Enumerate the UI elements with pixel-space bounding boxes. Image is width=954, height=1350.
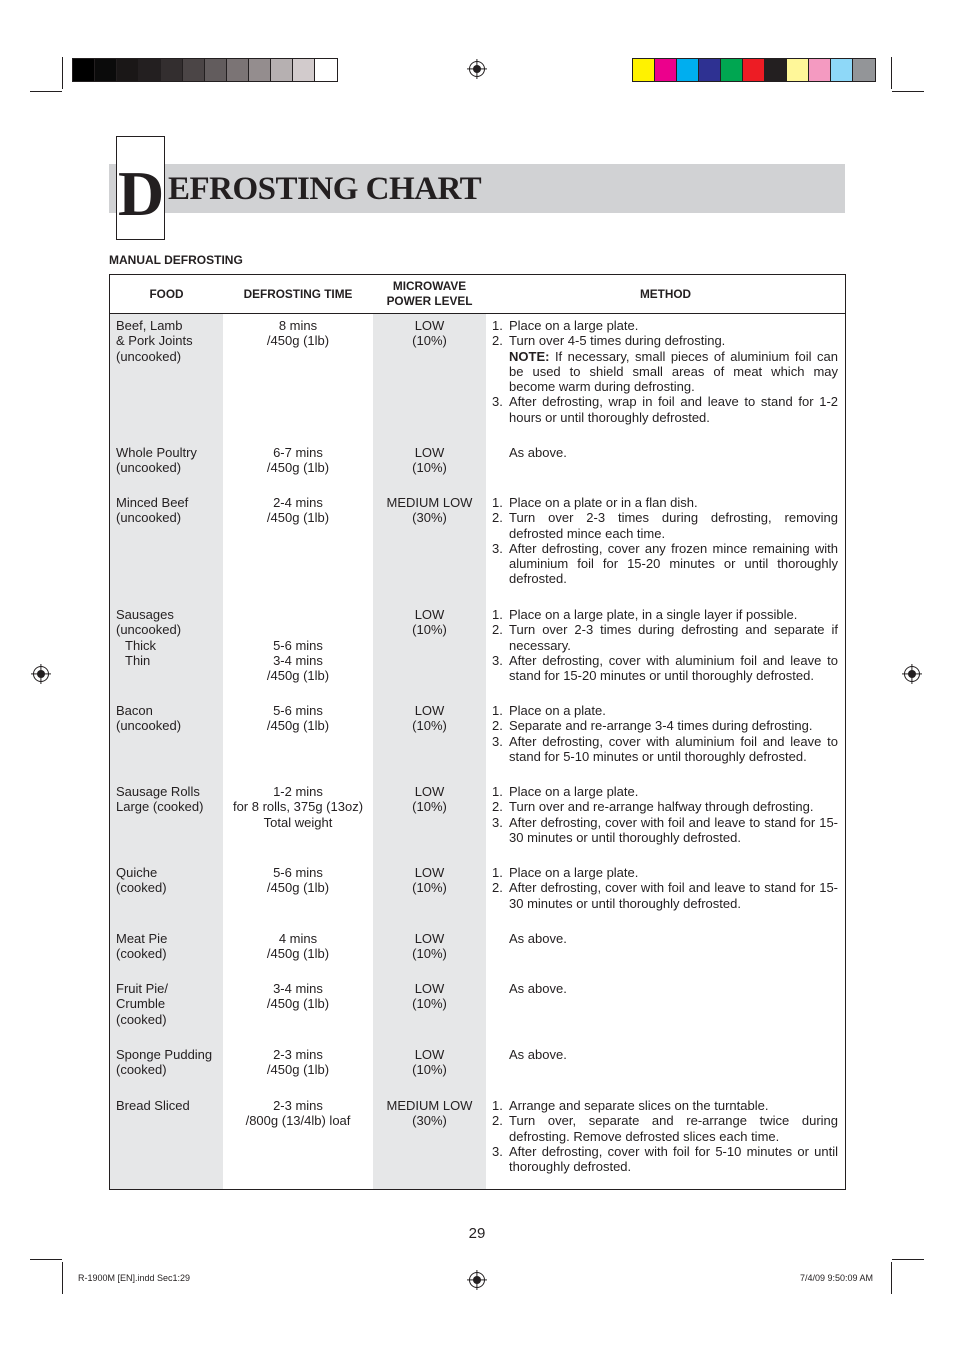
method-step bbox=[492, 607, 838, 622]
color-swatch bbox=[699, 59, 721, 81]
food-cell bbox=[116, 981, 220, 1027]
food-line: (uncooked) bbox=[116, 622, 182, 638]
time-line: for 8 rolls, 375g (13oz) bbox=[232, 799, 364, 815]
color-swatch bbox=[73, 59, 95, 81]
power-line: LOW bbox=[414, 981, 445, 996]
method-step bbox=[492, 880, 838, 911]
time-line: Total weight bbox=[263, 814, 333, 830]
power-line: LOW bbox=[414, 703, 445, 718]
method-text: Turn over and re-arrange halfway through defrosting. bbox=[509, 799, 814, 815]
method-cell bbox=[492, 703, 838, 764]
step-number: 2. bbox=[492, 718, 503, 734]
method-cell bbox=[492, 865, 838, 911]
crop-mark bbox=[62, 1262, 63, 1294]
method-step bbox=[492, 349, 838, 395]
step-number: 3. bbox=[492, 540, 503, 556]
color-calibration-bar bbox=[632, 58, 876, 82]
food-line: (cooked) bbox=[116, 1011, 167, 1027]
step-number: 2. bbox=[492, 333, 503, 349]
header-method: METHOD bbox=[639, 286, 692, 301]
method-cell bbox=[492, 784, 838, 845]
power-line: LOW bbox=[414, 931, 445, 946]
power-line: (10%) bbox=[412, 460, 447, 476]
registration-mark-icon bbox=[33, 666, 49, 682]
time-line: /450g (1lb) bbox=[266, 460, 330, 476]
method-text: Place on a large plate. bbox=[509, 784, 639, 799]
food-cell bbox=[116, 495, 220, 526]
food-cell bbox=[116, 607, 220, 668]
food-line: Quiche bbox=[116, 865, 158, 880]
color-swatch bbox=[271, 59, 293, 81]
method-text: Place on a large plate, in a single layer if possible. bbox=[509, 607, 798, 622]
power-line: MEDIUM LOW bbox=[386, 1098, 473, 1113]
method-step bbox=[492, 784, 838, 799]
time-line: /450g (1lb) bbox=[266, 510, 330, 526]
method-text-body: As above. bbox=[509, 931, 567, 946]
method-text bbox=[492, 445, 838, 460]
color-swatch bbox=[677, 59, 699, 81]
method-text: After defrosting, wrap in foil and leave to stand for 1-2 hours or until thoroughly defrosted. bbox=[509, 394, 838, 425]
power-line: (10%) bbox=[412, 946, 447, 962]
crop-mark bbox=[891, 1262, 892, 1294]
power-line: (10%) bbox=[412, 1062, 447, 1078]
food-cell bbox=[116, 784, 220, 815]
power-line: (10%) bbox=[412, 333, 447, 349]
method-step bbox=[492, 981, 838, 996]
color-swatch bbox=[765, 59, 787, 81]
food-cell bbox=[116, 931, 220, 962]
method-step bbox=[492, 318, 838, 333]
time-cell bbox=[223, 981, 373, 1012]
color-swatch bbox=[227, 59, 249, 81]
power-line: (10%) bbox=[412, 996, 447, 1012]
power-line: (10%) bbox=[412, 718, 447, 734]
food-line: Crumble bbox=[116, 996, 166, 1012]
method-step bbox=[492, 718, 838, 733]
power-cell bbox=[373, 703, 486, 734]
time-line: 5-6 mins bbox=[273, 703, 323, 718]
power-line: (30%) bbox=[412, 1113, 447, 1129]
food-line: (uncooked) bbox=[116, 348, 182, 364]
food-cell bbox=[116, 318, 220, 364]
food-cell bbox=[116, 865, 220, 896]
time-line: 4 mins bbox=[278, 931, 318, 946]
time-cell bbox=[223, 784, 373, 830]
method-step bbox=[492, 394, 838, 425]
time-line: 6-7 mins bbox=[273, 445, 323, 460]
power-line: LOW bbox=[414, 318, 445, 333]
step-number: 3. bbox=[492, 652, 503, 668]
food-line: Fruit Pie/ bbox=[116, 981, 169, 996]
step-number: 3. bbox=[492, 814, 503, 830]
power-cell bbox=[373, 784, 486, 815]
power-line: LOW bbox=[414, 1047, 445, 1062]
time-line: /450g (1lb) bbox=[266, 718, 330, 734]
color-swatch bbox=[831, 59, 853, 81]
food-line: Beef, Lamb bbox=[116, 318, 183, 333]
food-cell bbox=[116, 1047, 220, 1078]
step-number: 1. bbox=[492, 318, 503, 333]
method-text: Turn over, separate and re-arrange twice during defrosting. Remove defrosted slices each time. bbox=[509, 1113, 838, 1144]
method-step bbox=[492, 445, 838, 460]
food-cell bbox=[116, 445, 220, 476]
power-cell bbox=[373, 445, 486, 476]
power-line: (10%) bbox=[412, 880, 447, 896]
step-number: 2. bbox=[492, 799, 503, 815]
method-cell bbox=[492, 981, 838, 996]
power-line: MEDIUM LOW bbox=[386, 495, 473, 510]
color-swatch bbox=[655, 59, 677, 81]
method-text: After defrosting, cover any frozen mince remaining with aluminium foil for 15-20 minutes or until thoroughly defrosted. bbox=[509, 540, 838, 587]
food-line: (uncooked) bbox=[116, 460, 182, 476]
time-line: 1-2 mins bbox=[273, 784, 323, 799]
time-line: 3-4 mins bbox=[273, 652, 323, 668]
food-cell bbox=[116, 703, 220, 734]
method-text: After defrosting, cover with foil and leave to stand for 15-30 minutes or until thoroughly defrosted. bbox=[509, 814, 838, 845]
food-line: (cooked) bbox=[116, 1062, 167, 1078]
food-line: Sausage Rolls bbox=[116, 784, 200, 799]
method-cell bbox=[492, 1047, 838, 1062]
step-number: 1. bbox=[492, 1098, 503, 1113]
food-line: (uncooked) bbox=[116, 718, 182, 734]
time-cell bbox=[223, 495, 373, 526]
method-text: Arrange and separate slices on the turntable. bbox=[509, 1098, 769, 1113]
color-swatch bbox=[293, 59, 315, 81]
method-step bbox=[492, 653, 838, 684]
method-step bbox=[492, 333, 838, 348]
grayscale-calibration-bar bbox=[72, 58, 338, 82]
food-line: (cooked) bbox=[116, 880, 167, 896]
power-cell bbox=[373, 1047, 486, 1078]
time-line: /450g (1lb) bbox=[266, 333, 330, 349]
method-step bbox=[492, 510, 838, 541]
color-swatch bbox=[249, 59, 271, 81]
color-swatch bbox=[95, 59, 117, 81]
color-swatch bbox=[315, 59, 337, 81]
step-number: 2. bbox=[492, 880, 503, 896]
food-line: & Pork Joints bbox=[116, 333, 193, 349]
method-cell bbox=[492, 318, 838, 425]
method-text: After defrosting, cover with foil for 5-10 minutes or until thoroughly defrosted. bbox=[509, 1143, 838, 1175]
step-number: 1. bbox=[492, 784, 503, 799]
method-step bbox=[492, 815, 838, 846]
color-swatch bbox=[205, 59, 227, 81]
drop-cap-letter: D bbox=[118, 158, 165, 229]
method-cell bbox=[492, 931, 838, 946]
crop-mark bbox=[30, 91, 62, 92]
method-text-body: As above. bbox=[509, 445, 567, 460]
time-line: 2-3 mins bbox=[273, 1098, 323, 1113]
food-line: Thick bbox=[125, 637, 157, 653]
footer-timestamp: 7/4/09 9:50:09 AM bbox=[800, 1273, 874, 1283]
method-text bbox=[492, 931, 838, 946]
food-line: (cooked) bbox=[116, 946, 167, 962]
power-cell bbox=[373, 607, 486, 638]
power-line: (10%) bbox=[412, 622, 447, 638]
time-cell bbox=[223, 703, 373, 734]
method-step bbox=[492, 1144, 838, 1175]
method-step bbox=[492, 931, 838, 946]
method-text: Separate and re-arrange 3-4 times during defrosting. bbox=[509, 718, 813, 734]
registration-mark-icon bbox=[904, 666, 920, 682]
step-number: 2. bbox=[492, 510, 503, 526]
power-cell bbox=[373, 931, 486, 962]
food-line: Whole Poultry bbox=[116, 445, 197, 460]
power-cell bbox=[373, 981, 486, 1012]
color-swatch bbox=[787, 59, 809, 81]
time-line: /450g (1lb) bbox=[266, 880, 330, 896]
method-step bbox=[492, 541, 838, 587]
method-text: Place on a large plate. bbox=[509, 865, 639, 880]
method-text: After defrosting, cover with aluminium foil and leave to stand for 5-10 minutes or until thoroughly defrosted. bbox=[509, 733, 838, 764]
time-line: /800g (13/4lb) loaf bbox=[245, 1113, 351, 1129]
power-line: LOW bbox=[414, 607, 445, 622]
power-cell bbox=[373, 495, 486, 526]
time-line: 2-3 mins bbox=[273, 1047, 323, 1062]
step-number: 1. bbox=[492, 703, 503, 718]
food-line: Minced Beef bbox=[116, 495, 189, 510]
food-line: Thin bbox=[125, 652, 151, 668]
page-title: EFROSTING CHART bbox=[168, 171, 482, 207]
time-cell bbox=[223, 1047, 373, 1078]
time-cell bbox=[223, 931, 373, 962]
power-line: (30%) bbox=[412, 510, 447, 526]
food-line: Sausages bbox=[116, 607, 174, 622]
food-line: Bacon bbox=[116, 703, 153, 718]
time-line: 8 mins bbox=[278, 318, 318, 333]
step-number: 3. bbox=[492, 394, 503, 410]
color-swatch bbox=[809, 59, 831, 81]
color-swatch bbox=[633, 59, 655, 81]
power-cell bbox=[373, 1098, 486, 1129]
food-line: Large (cooked) bbox=[116, 799, 204, 815]
method-text-body: As above. bbox=[509, 981, 567, 996]
method-step bbox=[492, 865, 838, 880]
method-text: Place on a plate or in a flan dish. bbox=[509, 495, 698, 510]
method-cell bbox=[492, 607, 838, 683]
registration-mark-icon bbox=[469, 1272, 485, 1288]
color-swatch bbox=[721, 59, 743, 81]
method-step bbox=[492, 1113, 838, 1144]
footer-file-slug: R-1900M [EN].indd Sec1:29 bbox=[78, 1273, 191, 1283]
time-line: /450g (1lb) bbox=[266, 946, 330, 962]
method-text-body: As above. bbox=[509, 1047, 567, 1062]
power-line: LOW bbox=[414, 865, 445, 880]
food-cell bbox=[116, 1098, 220, 1113]
crop-mark bbox=[62, 57, 63, 89]
method-step bbox=[492, 734, 838, 765]
page-number: 29 bbox=[468, 1225, 486, 1242]
step-number: 2. bbox=[492, 622, 503, 638]
method-text: Place on a large plate. bbox=[509, 318, 639, 333]
method-text: Turn over 2-3 times during defrosting, removing defrosted mince each time. bbox=[509, 510, 838, 541]
power-line: (10%) bbox=[412, 799, 447, 815]
color-swatch bbox=[183, 59, 205, 81]
method-cell bbox=[492, 445, 838, 460]
step-number: 3. bbox=[492, 1143, 503, 1159]
method-text: Place on a plate. bbox=[509, 703, 606, 718]
section-label: MANUAL DEFROSTING bbox=[109, 253, 243, 267]
time-cell bbox=[223, 638, 373, 684]
time-line: 3-4 mins bbox=[273, 981, 323, 996]
time-cell bbox=[223, 1098, 373, 1129]
method-text bbox=[492, 349, 838, 395]
method-text: After defrosting, cover with aluminium foil and leave to stand for 15-20 minutes or until thoroughly defrosted. bbox=[509, 652, 838, 684]
step-number: 3. bbox=[492, 733, 503, 749]
method-text: After defrosting, cover with foil and leave to stand for 15-30 minutes or until thoroughly defrosted. bbox=[509, 880, 838, 911]
header-defrosting-time: DEFROSTING TIME bbox=[243, 286, 353, 301]
method-step bbox=[492, 1098, 838, 1113]
color-swatch bbox=[139, 59, 161, 81]
method-text bbox=[492, 1047, 838, 1062]
method-text: Turn over 4-5 times during defrosting. bbox=[509, 333, 726, 349]
time-cell bbox=[223, 318, 373, 349]
step-number: 1. bbox=[492, 865, 503, 880]
method-text: Turn over 2-3 times during defrosting and separate if necessary. bbox=[509, 622, 838, 653]
note-label: NOTE: bbox=[509, 348, 550, 364]
crop-mark bbox=[892, 91, 924, 92]
header-food: FOOD bbox=[149, 286, 184, 301]
time-line: /450g (1lb) bbox=[266, 668, 330, 684]
power-line: LOW bbox=[414, 784, 445, 799]
crop-mark bbox=[892, 1259, 924, 1260]
food-line: (uncooked) bbox=[116, 510, 182, 526]
time-line: 5-6 mins bbox=[273, 865, 323, 880]
food-line: Bread Sliced bbox=[116, 1098, 190, 1113]
power-cell bbox=[373, 865, 486, 896]
method-cell bbox=[492, 495, 838, 587]
method-cell bbox=[492, 1098, 838, 1174]
time-line: /450g (1lb) bbox=[266, 996, 330, 1012]
step-number: 1. bbox=[492, 495, 503, 510]
step-number: 2. bbox=[492, 1113, 503, 1129]
power-line: LOW bbox=[414, 445, 445, 460]
method-text bbox=[492, 981, 838, 996]
step-number: 1. bbox=[492, 607, 503, 622]
time-line: 2-4 mins bbox=[273, 495, 323, 510]
color-swatch bbox=[117, 59, 139, 81]
food-line: Sponge Pudding bbox=[116, 1047, 213, 1062]
color-swatch bbox=[743, 59, 765, 81]
food-line: Meat Pie bbox=[116, 931, 168, 946]
power-cell bbox=[373, 318, 486, 349]
time-line: 5-6 mins bbox=[273, 637, 323, 653]
method-step bbox=[492, 622, 838, 653]
header-power-level: MICROWAVE POWER LEVEL bbox=[386, 279, 473, 308]
crop-mark bbox=[891, 57, 892, 89]
time-cell bbox=[223, 445, 373, 476]
color-swatch bbox=[161, 59, 183, 81]
time-cell bbox=[223, 865, 373, 896]
color-swatch bbox=[853, 59, 875, 81]
time-line: /450g (1lb) bbox=[266, 1062, 330, 1078]
crop-mark bbox=[30, 1259, 62, 1260]
method-step bbox=[492, 799, 838, 814]
method-text-body: If necessary, small pieces of aluminium foil can be used to shield small areas of meat which may become warm during defrosting. bbox=[509, 348, 838, 395]
method-step bbox=[492, 703, 838, 718]
registration-mark-icon bbox=[469, 61, 485, 77]
method-step bbox=[492, 1047, 838, 1062]
method-step bbox=[492, 495, 838, 510]
